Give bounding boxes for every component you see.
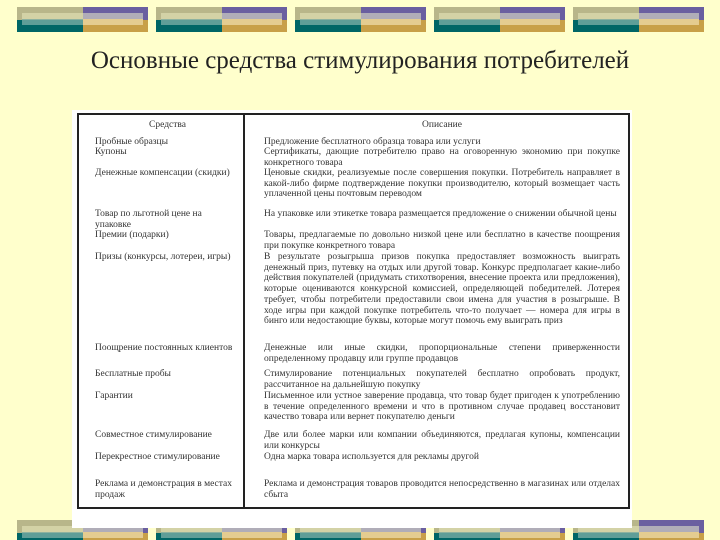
decorative-bar [17,7,148,32]
tool-cell: Купоны [95,147,127,157]
decorative-bar [156,7,287,32]
decorative-bar [434,7,565,32]
description-cell: Предложение бесплатного образца товара или услуги [264,137,481,147]
tool-cell: Реклама и демонстрация в местах продаж [95,479,232,500]
decorative-bar [573,7,704,32]
tool-cell: Премии (подарки) [95,230,169,240]
header-description: Описание [422,120,462,130]
description-cell: Ценовые скидки, реализуемые после совершения покупки. Потребитель направляет в какой-либо фирме подтверждение покупки производителю, который возмещает часть уплаченной цены почтовым переводом [264,168,620,200]
tool-cell: Бесплатные пробы [95,369,171,379]
description-cell: Сертификаты, дающие потребителю право на оговоренную экономию при покупке конкретного товара [264,147,620,168]
description-cell: Одна марка товара используется для рекламы другой [264,452,479,462]
tool-cell: Призы (конкурсы, лотереи, игры) [95,252,231,262]
tool-cell: Пробные образцы [95,137,169,147]
description-cell: Денежные или иные скидки, пропорциональные степени приверженности определенному продавцу или группе продавцов [264,343,620,364]
tool-cell: Товар по льготной цене на упаковке [95,209,202,230]
description-cell: В результате розыгрыша призов покупка предоставляет возможность выиграть денежный приз, путевку на отдых или другой товар. Конкурс предполагает какие-либо действия покупателей (придумать стихотворения, внесение проекта или предложения), которые оцениваются конкурсной комиссией, определяющей победителей. Лотерея требует, чтобы потребители предоставили свои имена для участия в розыгрыше. В ходе игры при каждой покупке потребитель что-то получает — номера для игры в бинго или недостающие буквы, которые могут помочь ему выиграть приз [264,252,620,327]
tool-cell: Гарантии [95,391,133,401]
description-cell: На упаковке или этикетке товара размещается предложение о снижении обычной цены [264,209,617,219]
tool-cell: Поощрение постоянных клиентов [95,343,233,353]
description-cell: Реклама и демонстрация товаров проводится непосредственно в магазинах или отделах сбыта [264,479,620,500]
description-cell: Стимулирование потенциальных покупателей бесплатно опробовать продукт, рассчитанное на дальнейшую покупку [264,369,620,390]
tool-cell: Совместное стимулирование [95,430,212,440]
tool-cell: Денежные компенсации (скидки) [95,168,230,178]
description-cell: Товары, предлагаемые по довольно низкой цене или бесплатно в качестве поощрения при покупке конкретного товара [264,230,620,251]
tool-cell: Перекрестное стимулирование [95,452,220,462]
slide-title: Основные средства стимулирования потребителей [90,47,630,74]
promotion-tools-table [72,110,632,528]
header-tools: Средства [149,120,186,130]
description-cell: Письменное или устное заверение продавца, что товар будет пригоден к употреблению в течение определенного времени и что в противном случае продавец восстановит качество товара или вернет покупателю деньги [264,391,620,423]
decorative-bar [295,7,426,32]
column-divider [243,113,245,507]
description-cell: Две или более марки или компании объединяются, предлагая купоны, компенсации или конкурсы [264,430,620,451]
